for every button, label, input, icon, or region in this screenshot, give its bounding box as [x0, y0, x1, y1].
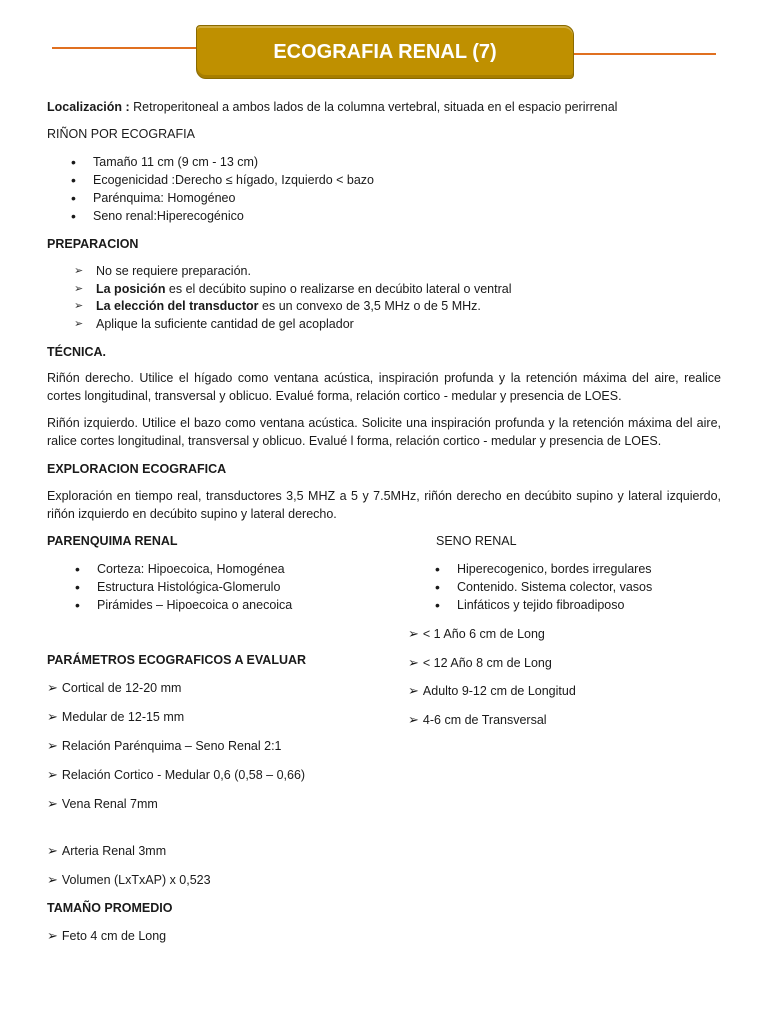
parametro-item — [47, 796, 158, 812]
parenquima-heading: PARENQUIMA RENAL — [47, 534, 178, 548]
seno-item: • Linfáticos y tejido fibroadiposo — [457, 597, 624, 613]
arrow-icon: ➢ — [74, 265, 84, 277]
arrow-icon: ➢ — [47, 843, 58, 858]
rinon-item: • Parénquima: Homogéneo — [93, 190, 235, 206]
arrow-icon: ➢ — [74, 283, 84, 295]
arrow-icon: ➢ — [47, 709, 58, 724]
preparacion-text: Aplique la suficiente cantidad de gel acoplador — [96, 317, 354, 331]
parametro-item — [47, 843, 166, 859]
rinon-item: • Ecogenicidad :Derecho ≤ hígado, Izquierdo < bazo — [93, 172, 374, 188]
tecnica-para-2: Riñón izquierdo. Utilice el bazo como ventana acústica. Solicite una inspiración profunda y la retención máxima del aire, ralice cortes longitudinal, transversal y oblicuo. Evalué l forma, relación cortico - medular y presencia de LOES. — [47, 416, 721, 448]
arrow-icon: ➢ — [408, 655, 419, 670]
seno-length-text: < 1 Año 6 cm de Long — [422, 627, 545, 641]
parametro-item — [47, 709, 184, 725]
rinon-item: • Tamaño 11 cm (9 cm - 13 cm) — [93, 154, 258, 170]
arrow-icon: ➢ — [47, 767, 58, 782]
arrow-icon: ➢ — [47, 680, 58, 695]
page-title: ECOGRAFIA RENAL (7) — [196, 25, 574, 79]
seno-item: • Contenido. Sistema colector, vasos — [457, 579, 652, 595]
arrow-icon: ➢ — [47, 928, 58, 943]
parametro-text: Medular de 12-15 mm — [61, 710, 185, 724]
preparacion-item — [74, 281, 512, 297]
arrow-icon: ➢ — [408, 626, 419, 641]
seno-item: • Hiperecogenico, bordes irregulares — [457, 561, 652, 577]
parametro-text: Vena Renal 7mm — [61, 797, 158, 811]
seno-length-item — [408, 683, 576, 699]
preparacion-item — [74, 316, 354, 332]
preparacion-text: es un convexo de 3,5 MHz o de 5 MHz. — [258, 299, 481, 313]
arrow-icon: ➢ — [47, 738, 58, 753]
preparacion-text: No se requiere preparación. — [96, 264, 251, 278]
parametro-item — [47, 680, 181, 696]
rinon-heading: RIÑON POR ECOGRAFIA — [47, 127, 195, 141]
seno-length-text: < 12 Año 8 cm de Long — [422, 656, 552, 670]
tamano-item — [47, 928, 166, 944]
tecnica-heading: TÉCNICA. — [47, 345, 107, 359]
preparacion-item — [74, 298, 481, 314]
preparacion-heading: PREPARACION — [47, 237, 139, 251]
localizacion-text: Retroperitoneal a ambos lados de la columna vertebral, situada en el espacio perirrenal — [129, 100, 618, 114]
arrow-icon: ➢ — [74, 318, 84, 330]
arrow-icon: ➢ — [408, 683, 419, 698]
seno-length-item — [408, 712, 547, 728]
tamano-text: Feto 4 cm de Long — [61, 929, 167, 943]
arrow-icon: ➢ — [408, 712, 419, 727]
parametro-item — [47, 872, 211, 888]
parenquima-item: • Corteza: Hipoecoica, Homogénea — [97, 561, 285, 577]
seno-length-text: Adulto 9-12 cm de Longitud — [422, 684, 576, 698]
arrow-icon: ➢ — [74, 300, 84, 312]
parenquima-item: • Pirámides – Hipoecoica o anecoica — [97, 597, 292, 613]
seno-length-item — [408, 655, 552, 671]
arrow-icon: ➢ — [47, 872, 58, 887]
preparacion-item — [74, 263, 251, 279]
rinon-item: • Seno renal:Hiperecogénico — [93, 208, 244, 224]
tecnica-para-1: Riñón derecho. Utilice el hígado como ventana acústica, inspiración profunda y la retención máxima del aire, realice cortes longitudinal, transversal y oblicuo. Evalué forma, relación cortico - medular y presencia de LOES. — [47, 371, 721, 403]
arrow-icon: ➢ — [47, 796, 58, 811]
preparacion-text: es el decúbito supino o realizarse en decúbito lateral o ventral — [165, 282, 512, 296]
seno-length-item — [408, 626, 545, 642]
exploracion-para: Exploración en tiempo real, transductores 3,5 MHZ a 5 y 7.5MHz, riñón derecho en decúbito supino y lateral izquierdo, riñón izquierdo en decúbito supino y lateral derecho. — [47, 489, 721, 521]
parametro-item — [47, 767, 305, 783]
parametro-item — [47, 738, 282, 754]
header-line-left — [52, 47, 198, 49]
parametro-text: Relación Parénquima – Seno Renal 2:1 — [61, 739, 282, 753]
localizacion-label: Localización : — [47, 100, 130, 114]
parenquima-item: • Estructura Histológica-Glomerulo — [97, 579, 280, 595]
parametros-heading: PARÁMETROS ECOGRAFICOS A EVALUAR — [47, 653, 307, 667]
exploracion-heading: EXPLORACION ECOGRAFICA — [47, 462, 227, 476]
localizacion-line — [47, 99, 617, 115]
parametro-text: Volumen (LxTxAP) x 0,523 — [61, 873, 211, 887]
parametro-text: Arteria Renal 3mm — [61, 844, 167, 858]
preparacion-bold: La elección del transductor — [96, 299, 259, 313]
header-line-right — [570, 53, 716, 55]
parametro-text: Cortical de 12-20 mm — [61, 681, 182, 695]
tamano-heading: TAMAÑO PROMEDIO — [47, 901, 173, 915]
seno-heading: SENO RENAL — [436, 534, 517, 548]
seno-length-text: 4-6 cm de Transversal — [422, 713, 547, 727]
parametro-text: Relación Cortico - Medular 0,6 (0,58 – 0,66) — [61, 768, 306, 782]
preparacion-bold: La posición — [96, 282, 166, 296]
